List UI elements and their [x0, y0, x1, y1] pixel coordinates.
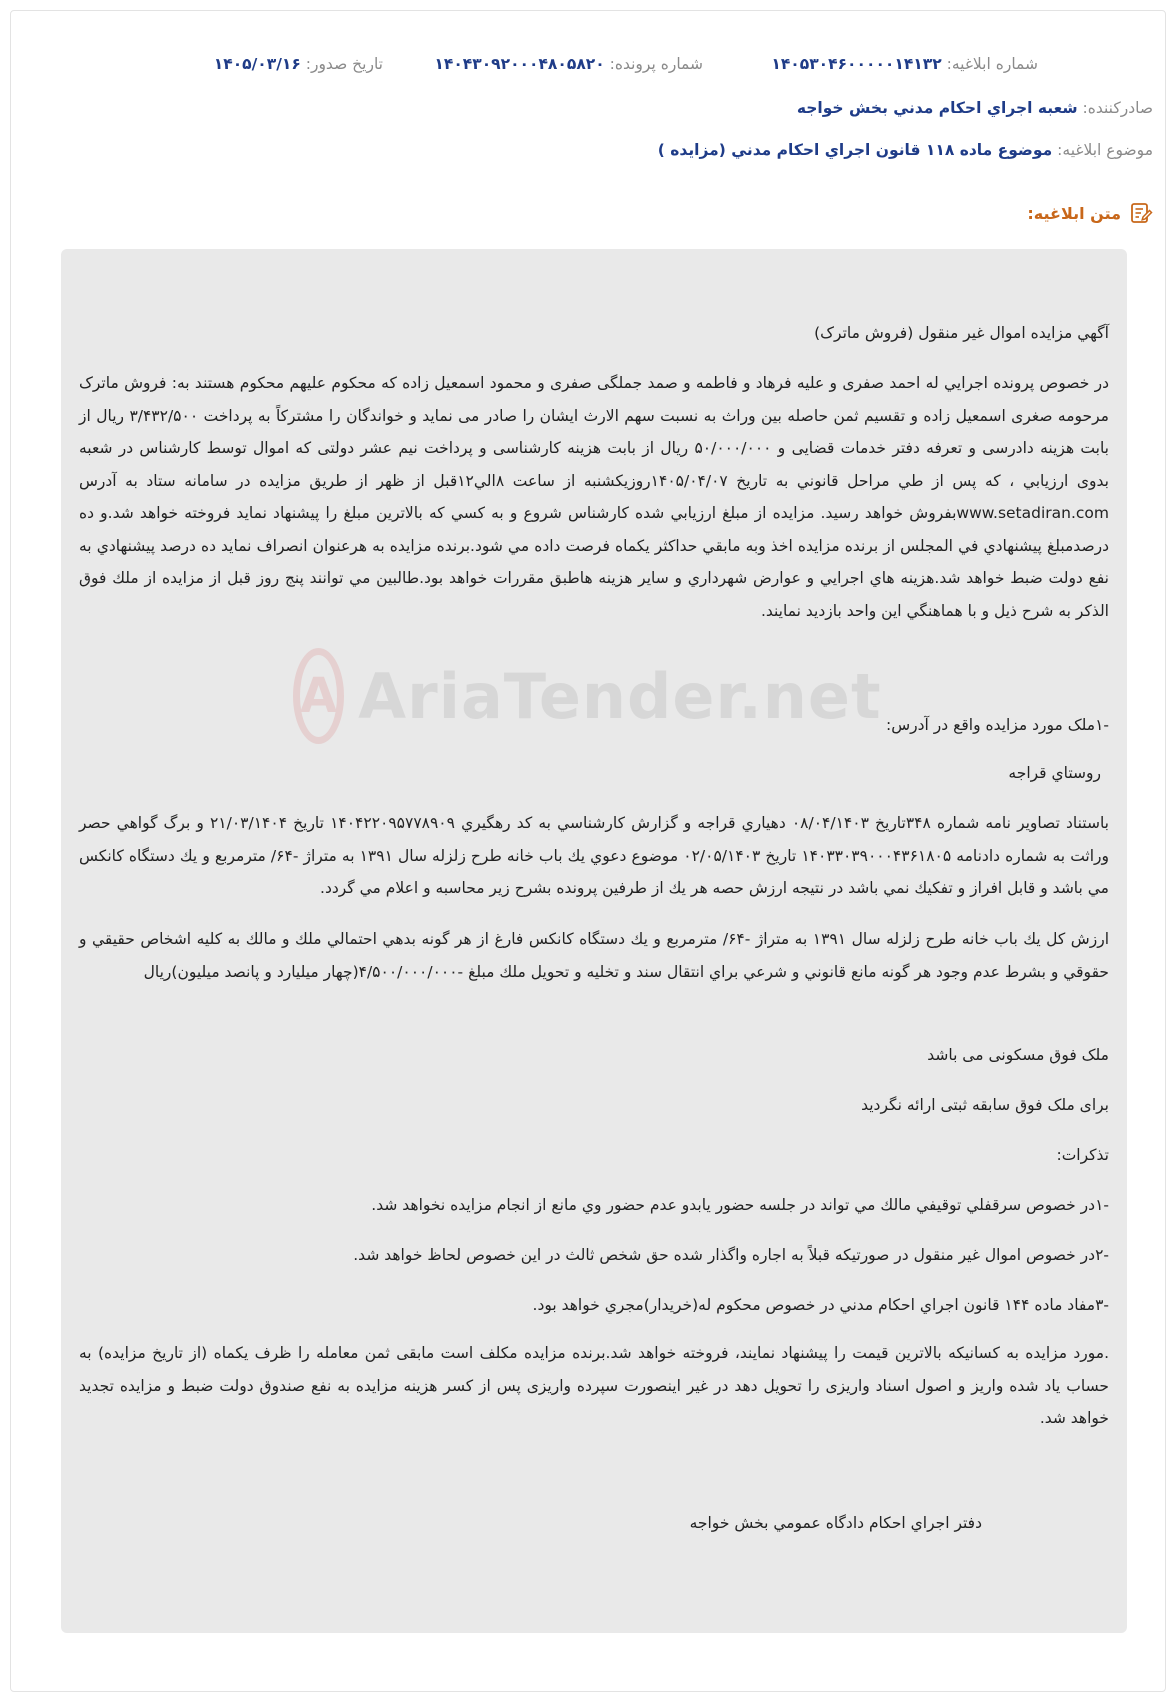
notice-content	[61, 249, 1127, 1633]
issue-date	[214, 55, 383, 73]
notice-number-label: شماره ابلاغيه:	[946, 55, 1038, 73]
watermark-text: AriaTender.net	[358, 659, 882, 733]
issuer	[797, 99, 1153, 117]
subject-value: موضوع ماده ۱۱۸ قانون اجراي احکام مدني (مزايده )	[657, 141, 1053, 159]
case-number	[434, 55, 703, 73]
watermark-logo: A	[293, 648, 344, 744]
subject-label: موضوع ابلاغيه:	[1057, 141, 1153, 159]
notes-heading: تذکرات:	[1056, 1146, 1109, 1164]
notice-heading: آگهي مزايده اموال غير منقول (فروش ماترک)	[814, 324, 1109, 342]
paragraph-property-address-label: -۱ملک مورد مزايده واقع در آدرس:	[886, 716, 1109, 734]
case-number-label: شماره پرونده:	[609, 55, 703, 73]
signature: دفتر اجراي احكام دادگاه عمومي بخش خواجه	[689, 1514, 982, 1532]
paragraph-documents: باستناد تصاوير نامه شماره ۳۴۸تاريخ ۰۸/۰۴/۱۴۰۳ دهياري قراجه و گزارش كارشناسي به كد رهگيري ۱۴۰۴۲۲۰۹۵۷۷۸۹۰۹ تاريخ ۲۱/۰۳/۱۴۰۴ و برگ گواهي حصر وراثت به شماره دادنامه ۱۴۰۳۳۰۳۹۰۰۰۴۳۶۱۸۰۵ تاريخ ۰۲/۰۵/۱۴۰۳ موضوع دعوي يك باب خانه طرح زلزله سال ۱۳۹۱ به متراژ -۶۴/ مترمربع و يك دستگاه كانكس مي باشد و قابل افراز و تفكيك نمي باشد در نتيجه ارزش حصه هر يك از طرفين پرونده بشرح زير محاسبه و اعلام مي گردد.	[79, 814, 1110, 897]
paragraph-valuation: ارزش كل يك باب خانه طرح زلزله سال ۱۳۹۱ به متراژ -۶۴/ مترمربع و يك دستگاه كانكس فارغ از هر گونه بدهي احتمالي ملك و مالك به كليه اشخاص حقيقي و حقوقي و بشرط عدم وجود هر گونه مانع قانوني و شرعي براي انتقال سند و تخليه و تحويل ملك مبلغ -۴/۵۰۰/۰۰۰/۰۰۰(چهار ميليارد و پانصد ميليون)ريال	[79, 930, 1109, 981]
subject	[658, 141, 1153, 159]
section-header	[1027, 201, 1153, 225]
paragraph-payment: .مورد مزايده به کسانيکه بالاترين قيمت را پيشنهاد نمايند، فروخته خواهد شد.برنده مزايده مکلف است مابقی ثمن معامله را ظرف يکماه (از تاريخ مزايده) به حساب ياد شده واريز و اصول اسناد واريزی را تحويل دهد در غير اينصورت سپرده واريزی پس از کسر هزينه مزايده به نفع صندوق دولت ضبط و مزايده تجديد خواهد شد.	[79, 1344, 1109, 1427]
note-2: -۲در خصوص اموال غير منقول در صورتيكه قبلاً به اجاره واگذار شده حق شخص ثالث در اين خصوص لحاظ خواهد شد.	[353, 1246, 1109, 1264]
section-title: متن ابلاغيه:	[1027, 203, 1121, 223]
document-edit-icon	[1129, 201, 1153, 225]
paragraph-registration: برای ملک فوق سابقه ثبتی ارائه نگرديد	[861, 1096, 1109, 1114]
notice-number	[771, 55, 1038, 73]
issue-date-label: تاريخ صدور:	[305, 55, 383, 73]
paragraph-residential: ملک فوق مسکونی می باشد	[927, 1046, 1109, 1064]
paragraph-village: روستاي قراجه	[1008, 764, 1101, 782]
note-3: -۳مفاد ماده ۱۴۴ قانون اجراي احكام مدني در خصوص محكوم له(خريدار)مجري خواهد بود.	[532, 1296, 1109, 1314]
issuer-value: شعبه اجراي احکام مدني بخش خواجه	[796, 99, 1078, 117]
paragraph-main: در خصوص پرونده اجرايي له احمد صفری و عليه فرهاد و فاطمه و صمد جملگی صفری و محمود اسمعيل زاده که محکوم عليهم محکوم هستند به: فروش ماترک مرحومه صغری اسمعيل زاده و تقسيم ثمن حاصله بين وراث به نسبت سهم الارث ايشان را صادر می نمايد و خواندگان را مشترکاً به پرداخت ۳/۴۳۲/۵۰۰ ريال از بابت هزينه دادرسی و تعرفه دفتر خدمات قضايی و ۵۰/۰۰۰/۰۰۰ ريال از بابت هزينه کارشناسی و پرداخت نيم عشر دولتی که اموال توسط کارشناس در شعبه بدوی ارزيابي ، كه پس از طي مراحل قانوني به تاريخ ۱۴۰۵/۰۴/۰۷روزيكشنبه از ساعت ۸الي۱۲قبل از ظهر از طريق مزايده در سامانه ستاد به آدرس www.setadiran.comبفروش خواهد رسيد. مزايده از مبلغ ارزيابي شده كارشناس شروع و به كسي كه بالاترين مبلغ را پيشنهاد نمايد فروخته خواهد شد.و ده درصدمبلغ پيشنهادي في المجلس از برنده مزايده اخذ وبه مابقي حداكثر يكماه فرصت داده مي شود.برنده مزايده به هرعنوان انصراف نمايد ده درصد پيشنهادي به نفع دولت ضبط خواهد شد.هزينه هاي اجرايي و عوارض شهرداري و ساير هزينه هاطبق مقررات خواهد بود.طالبين مي توانند پنج روز قبل از مزايده از ملك فوق الذكر به شرح ذيل و با هماهنگي اين واحد بازديد نمايند.	[79, 374, 1109, 620]
note-1: -۱در خصوص سرقفلي توقيفي مالك مي تواند در جلسه حضور يابدو عدم حضور وي مانع از انجام مزايده نخواهد شد.	[371, 1196, 1109, 1214]
notice-card	[10, 10, 1166, 1692]
issue-date-value: ۱۴۰۵/۰۳/۱۶	[213, 55, 301, 73]
issuer-label: صادرکننده:	[1082, 99, 1153, 117]
notice-number-value: ۱۴۰۵۳۰۴۶۰۰۰۰۰۱۴۱۳۲	[771, 55, 942, 73]
case-number-value: ۱۴۰۴۳۰۹۲۰۰۰۴۸۰۵۸۲۰	[434, 55, 605, 73]
